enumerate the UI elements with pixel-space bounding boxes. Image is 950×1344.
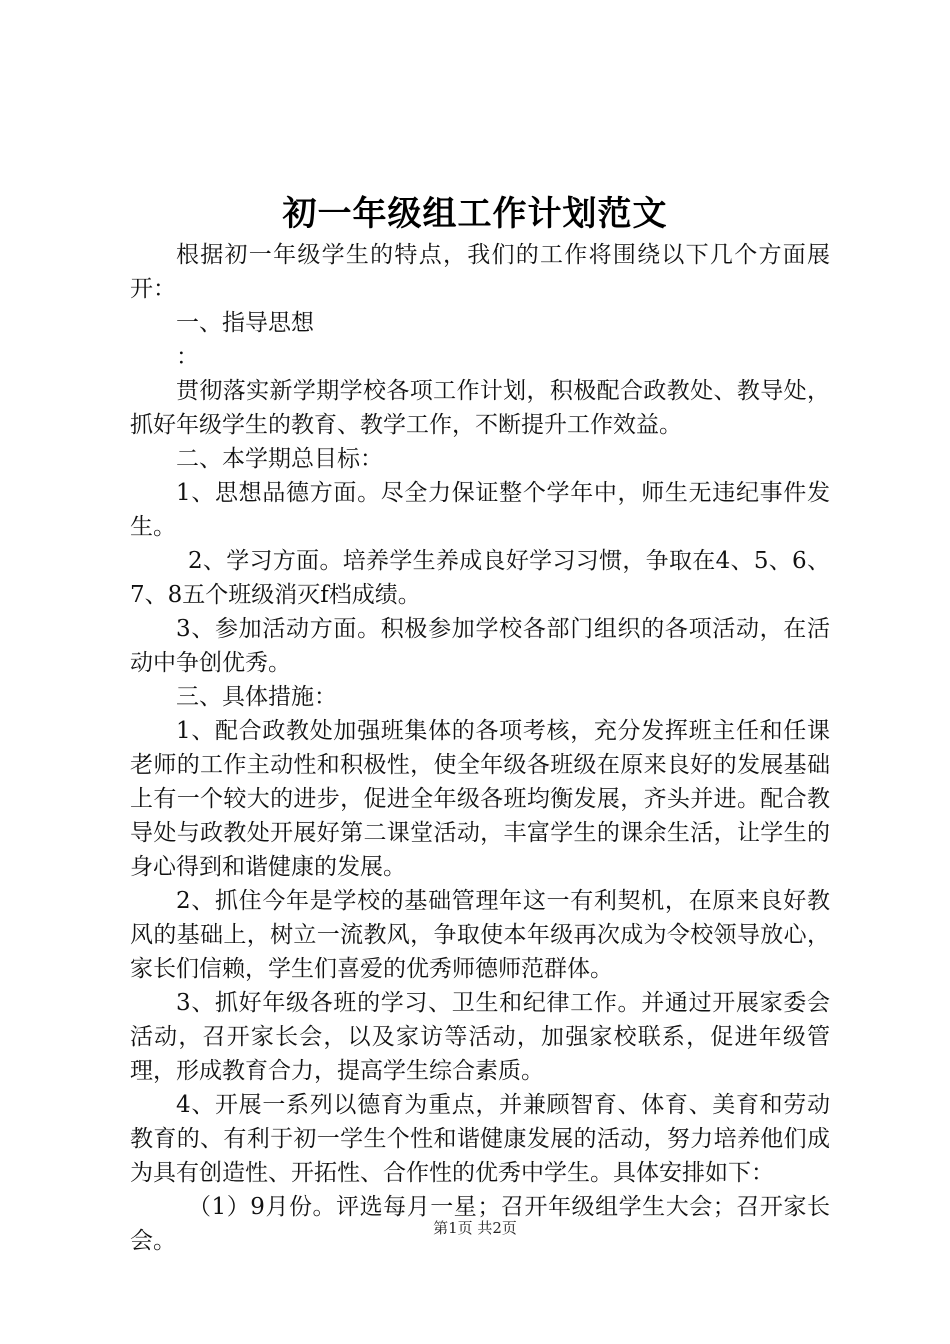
measure-item-2: 2、抓住今年是学校的基础管理年这一有利契机，在原来良好教风的基础上，树立一流教风，争取使本年级再次成为令校领导放心，家长们信赖，学生们喜爱的优秀师德师范群体。 xyxy=(130,888,830,982)
page-footer: 第1页 共2页 xyxy=(433,1219,517,1237)
measure-item-1: 1、配合政教处加强班集体的各项考核，充分发挥班主任和任课老师的工作主动性和积极性，使全年级各班级在原来良好的发展基础上有一个较大的进步，促进全年级各班均衡发展，齐头并进。配合教导处与政教处开展好第二课堂活动，丰富学生的课余生活，让学生的身心得到和谐健康的发展。 xyxy=(130,718,830,880)
document-body xyxy=(130,238,830,1258)
goal-item-1: 1、思想品德方面。尽全力保证整个学年中，师生无违纪事件发生。 xyxy=(130,480,830,540)
guiding-thought-paragraph: 贯彻落实新学期学校各项工作计划，积极配合政教处、教导处，抓好年级学生的教育、教学工作，不断提升工作效益。 xyxy=(130,378,830,438)
section-heading-measures: 三、具体措施： xyxy=(176,684,337,710)
colon-line: ： xyxy=(176,344,199,370)
goal-item-3: 3、参加活动方面。积极参加学校各部门组织的各项活动，在活动中争创优秀。 xyxy=(130,616,830,676)
document-title: 初一年级组工作计划范文 xyxy=(282,194,668,234)
section-heading-guiding-thought: 一、指导思想 xyxy=(176,310,314,336)
measure-item-4: 4、开展一系列以德育为重点，并兼顾智育、体育、美育和劳动教育的、有利于初一学生个性和谐健康发展的活动，努力培养他们成为具有创造性、开拓性、合作性的优秀中学生。具体安排如下： xyxy=(130,1092,830,1186)
intro-paragraph: 根据初一年级学生的特点，我们的工作将围绕以下几个方面展开： xyxy=(130,242,830,302)
measure-item-3: 3、抓好年级各班的学习、卫生和纪律工作。并通过开展家委会活动，召开家长会，以及家访等活动，加强家校联系，促进年级管理，形成教育合力，提高学生综合素质。 xyxy=(130,990,830,1084)
schedule-item-september: （1）9月份。评选每月一星；召开年级组学生大会；召开家长会。 xyxy=(130,1194,830,1254)
section-heading-goals: 二、本学期总目标： xyxy=(176,446,383,472)
goal-item-2: 2、学习方面。培养学生养成良好学习习惯，争取在4、5、6、7、8五个班级消灭f档成绩。 xyxy=(130,548,830,608)
